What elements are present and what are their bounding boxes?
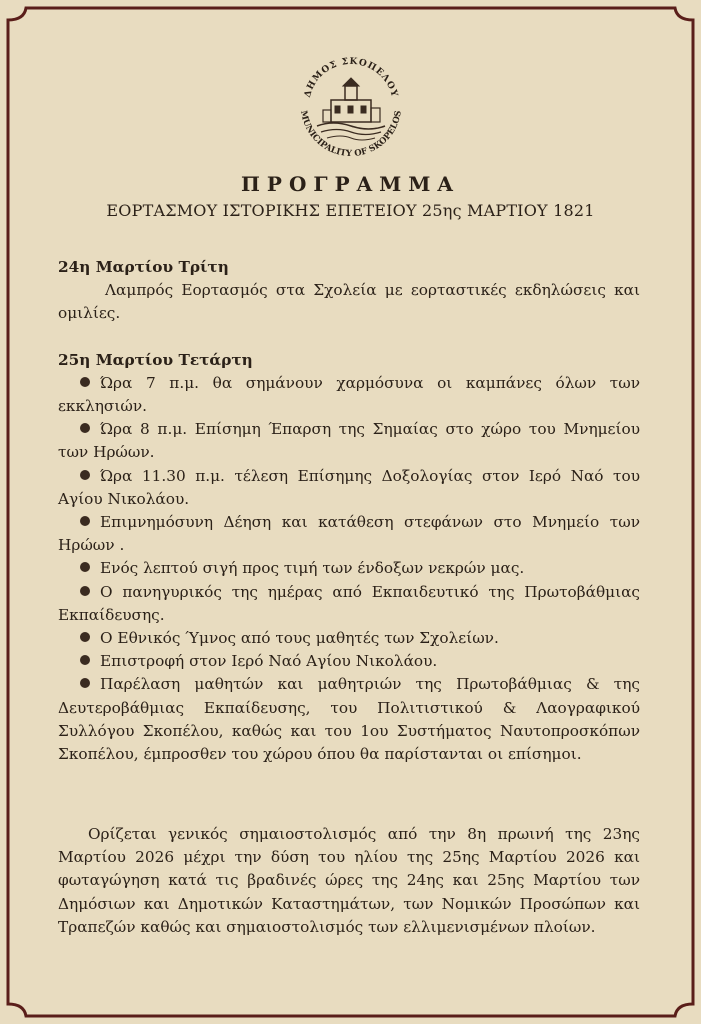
bullet-icon	[80, 377, 90, 387]
list-item: Ώρα 8 π.μ. Επίσημη Έπαρση της Σημαίας στο χώρο του Μνημείου των Ηρώων.	[58, 420, 640, 462]
bullet-icon	[80, 562, 90, 572]
list-item: Ο πανηγυρικός της ημέρας από Εκπαιδευτικό της Πρωτοβάθμιας Εκπαίδευσης.	[58, 582, 640, 624]
bullet-icon	[80, 678, 90, 688]
day-heading: 24η Μαρτίου Τρίτη	[58, 258, 229, 276]
bullet-icon	[80, 423, 90, 433]
list-item: Επιμνημόσυνη Δέηση και κατάθεση στεφάνων στο Μνημείο των Ηρώων .	[58, 513, 640, 555]
page-subtitle: ΕΟΡΤΑΣΜΟΥ ΙΣΤΟΡΙΚΗΣ ΕΠΕΤΕΙΟΥ 25ης ΜΑΡΤΙΟΥ 1821	[106, 201, 595, 220]
church-village-icon	[317, 78, 385, 140]
day-heading: 25η Μαρτίου Τετάρτη	[58, 350, 253, 369]
list-item: Ώρα 11.30 π.μ. τέλεση Επίσημης Δοξολογίας στον Ιερό Ναό του Αγίου Νικολάου.	[58, 466, 640, 508]
bullet-icon	[80, 516, 90, 526]
program-body	[58, 256, 640, 766]
svg-text:ΔΗΜΟΣ ΣΚΟΠΕΛΟΥ: ΔΗΜΟΣ ΣΚΟΠΕΛΟΥ	[302, 56, 400, 99]
list-item: Επιστροφή στον Ιερό Ναό Αγίου Νικολάου.	[58, 650, 640, 673]
list-item: Παρέλαση μαθητών και μαθητριών της Πρωτοβάθμιας & της Δευτεροβάθμιας Εκπαίδευσης, του Πολιτιστικού & Λαογραφικού Συλλόγου Σκοπέλου, καθώς και του 1ου Συστήματος Ναυτοπροσκόπων Σκοπέλου, έμπροσθεν του χώρου όπου θα παρίστανται οι επίσημοι.	[58, 675, 640, 764]
event-list	[58, 372, 640, 766]
bullet-icon	[80, 632, 90, 642]
bullet-icon	[80, 470, 90, 480]
closing-paragraph	[58, 823, 640, 939]
list-item: Ο Εθνικός Ύμνος από τους μαθητές των Σχολείων.	[58, 627, 640, 650]
page-title: ΠΡΟΓΡΑΜΜΑ	[241, 172, 460, 196]
list-item: Ώρα 7 π.μ. θα σημάνουν χαρμόσυνα οι καμπάνες όλων των εκκλησιών.	[58, 373, 640, 416]
day-description: Λαμπρός Εορτασμός στα Σχολεία με εορταστικές εκδηλώσεις και ομιλίες.	[58, 281, 640, 323]
bullet-icon	[80, 586, 90, 596]
closing-text: Ορίζεται γενικός σημαιοστολισμός από την 8η πρωινή της 23ης Μαρτίου 2026 μέχρι την δύση του ηλίου της 25ης Μαρτίου 2026 και φωταγώγηση κατά τις βραδινές ώρες της 24ης και 25ης Μαρτίου των Δημόσιων και Δημοτικών Καταστημάτων, των Νομικών Προσώπων και Τραπεζών καθώς και σημαιοστολισμός των ελλιμενισμένων πλοίων.	[58, 825, 640, 936]
bullet-icon	[80, 655, 90, 665]
list-item: Ενός λεπτού σιγή προς τιμή των ένδοξων νεκρών μας.	[58, 557, 640, 580]
municipality-seal	[293, 48, 409, 164]
svg-text:MUNICIPALITY OF SKOPELOS: MUNICIPALITY OF SKOPELOS	[298, 109, 404, 160]
